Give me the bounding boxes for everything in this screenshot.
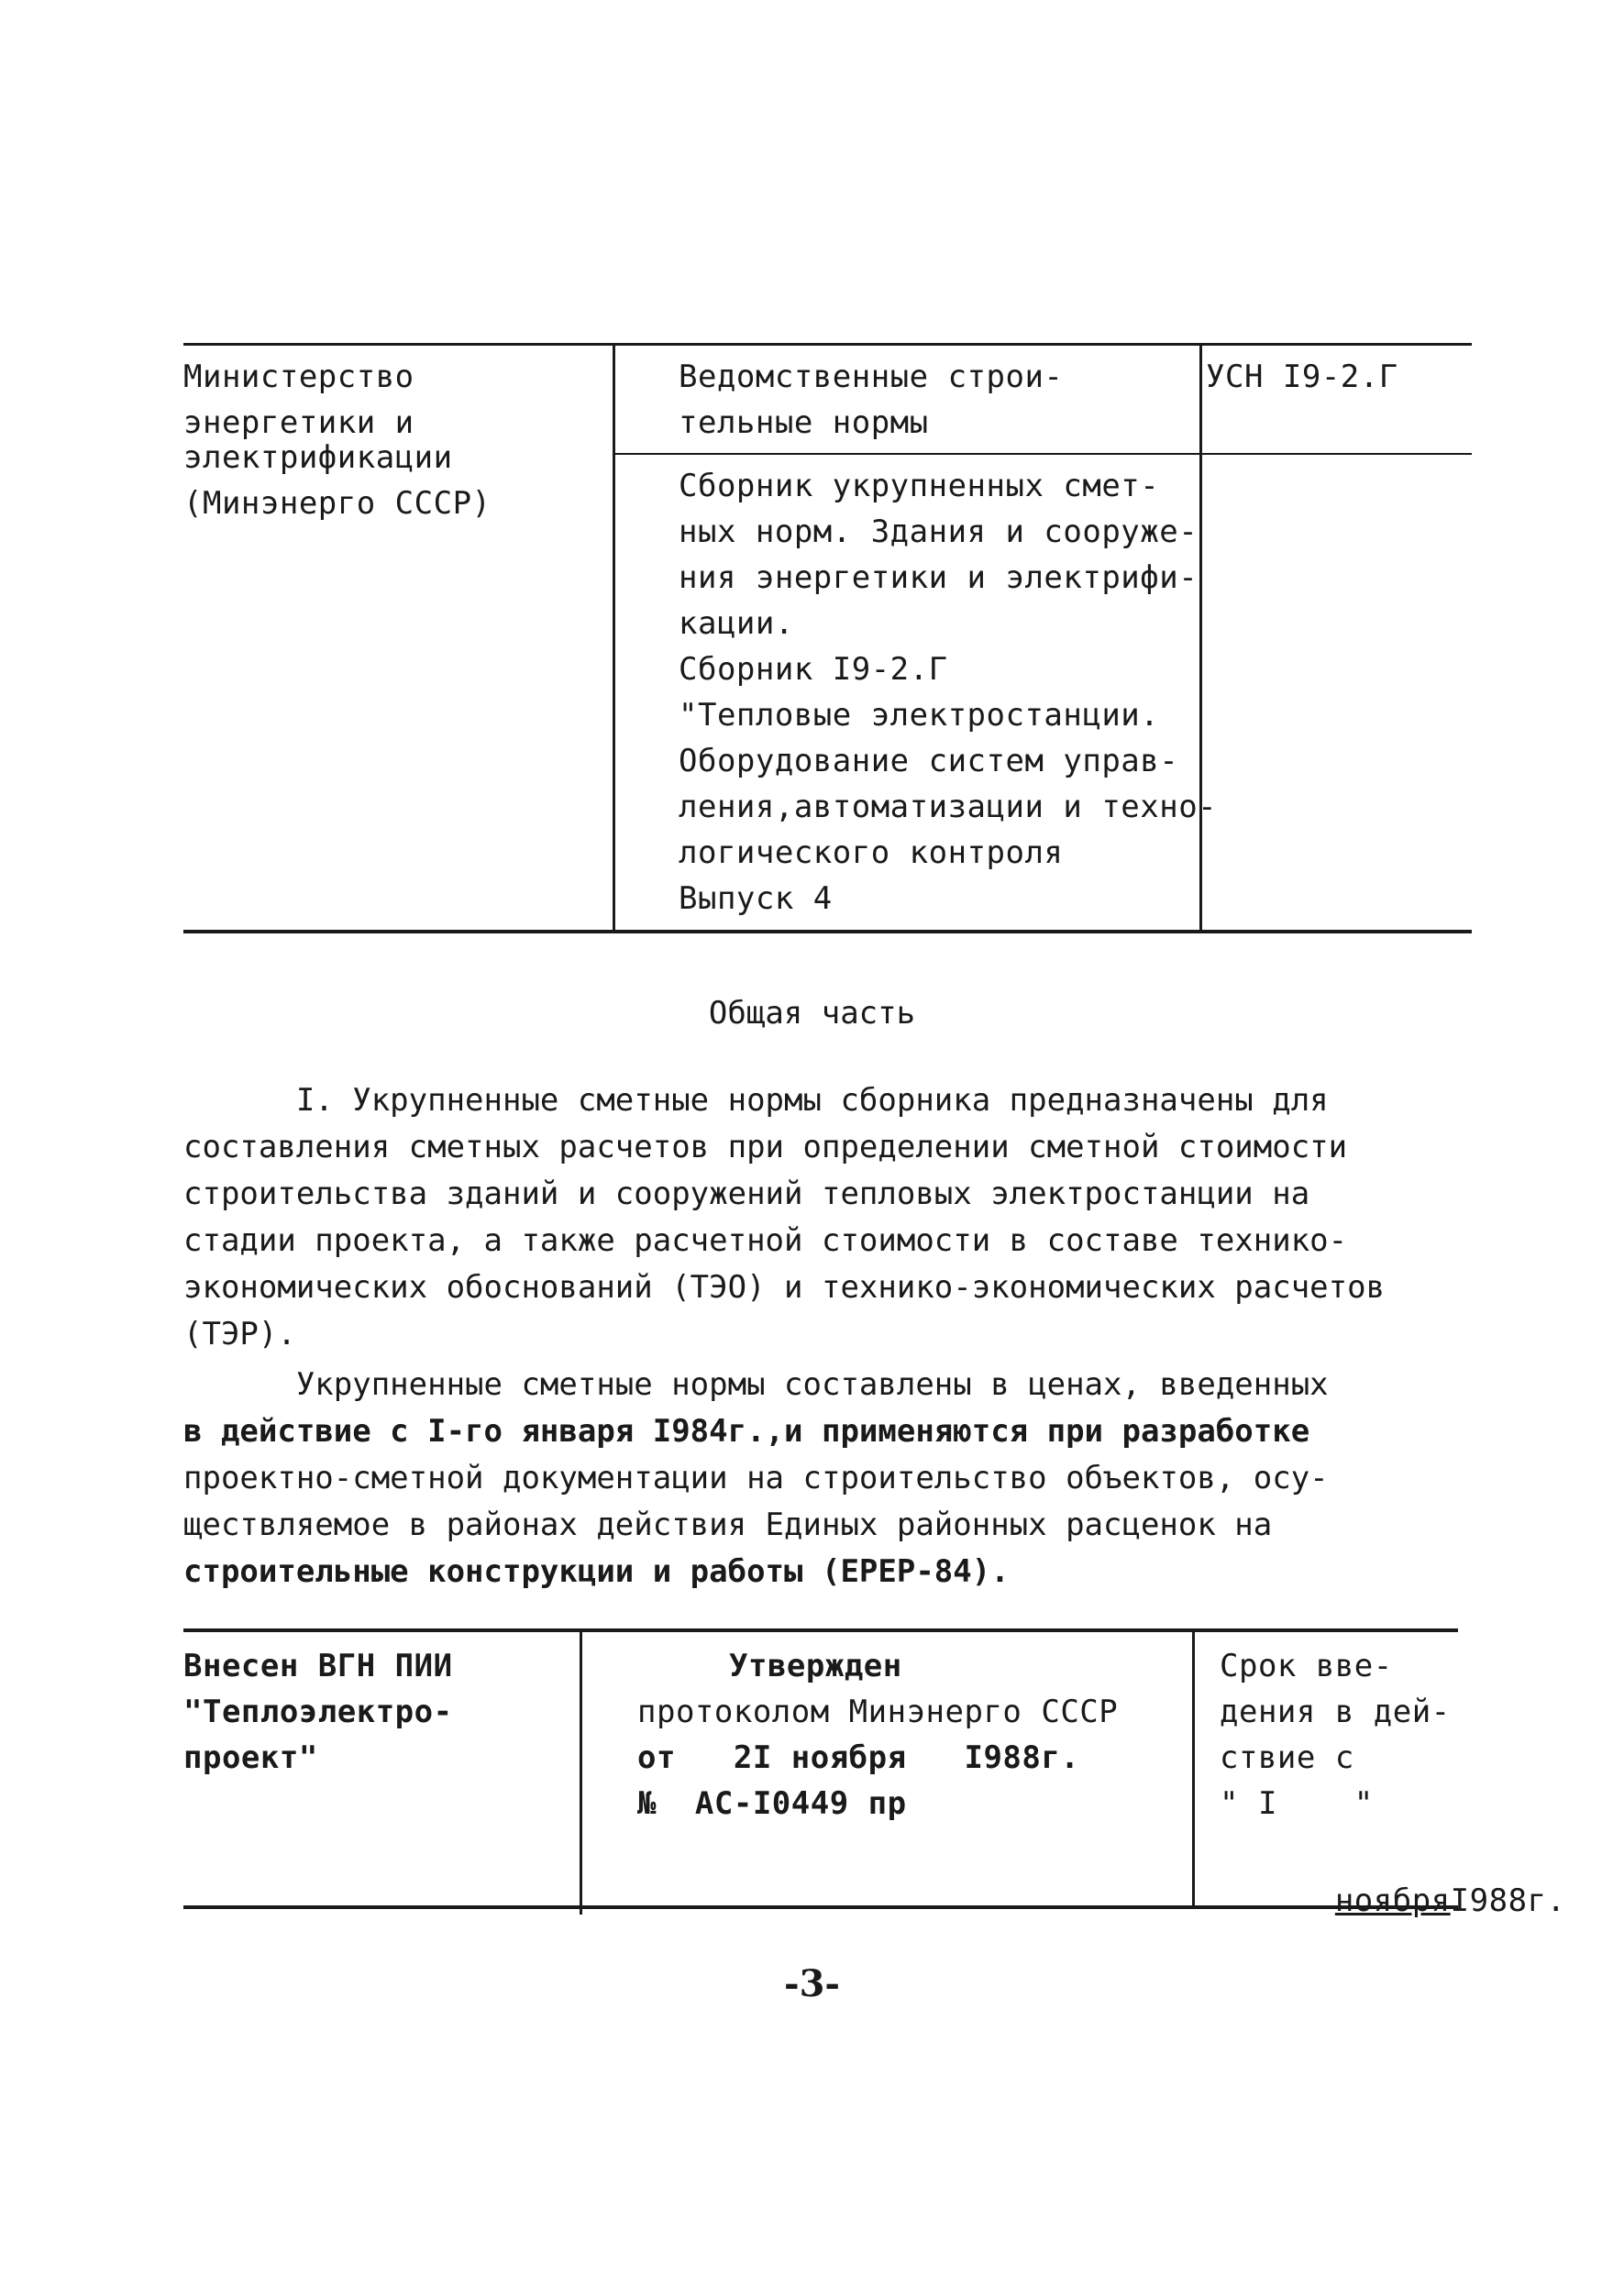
compilation-line: кации. xyxy=(679,605,794,642)
header-bottom-rule xyxy=(183,930,1472,933)
document-code: УСН I9-2.Г xyxy=(1206,359,1398,395)
compilation-line: ния энергетики и электрифи- xyxy=(679,559,1199,596)
submitted-line: "Теплоэлектро- xyxy=(183,1694,453,1730)
footer-divider-left xyxy=(580,1628,582,1915)
approved-title: Утвержден xyxy=(729,1648,902,1684)
effective-line: дения в дей- xyxy=(1220,1694,1451,1730)
paragraph-1-line: экономических обоснований (ТЭО) и технико-экономических расчетов xyxy=(183,1269,1386,1306)
paragraph-1-line: составления сметных расчетов при определении сметной стоимости xyxy=(183,1129,1348,1165)
effective-year: I988г. xyxy=(1450,1882,1566,1919)
paragraph-1-line: строительства зданий и сооружений тепловых электростанции на xyxy=(183,1176,1310,1212)
header-mid-rule xyxy=(614,453,1472,455)
norms-type-cell xyxy=(679,354,1201,446)
effective-month: ноября xyxy=(1334,1882,1451,1919)
section-title xyxy=(0,990,1624,1036)
header-top-rule xyxy=(183,343,1472,346)
paragraph-1-line: стадии проекта, а также расчетной стоимости в составе технико- xyxy=(183,1222,1348,1259)
approved-line: № АС-I0449 пр xyxy=(637,1785,907,1822)
effective-date-cell xyxy=(1220,1643,1566,1970)
submitted-by-cell xyxy=(183,1643,569,1781)
ministry-line: (Минэнерго СССР) xyxy=(183,485,492,522)
compilation-line: Выпуск 4 xyxy=(679,880,833,917)
paragraph-2-line: проектно-сметной документации на строительство объектов, осу- xyxy=(183,1460,1329,1496)
header-divider-left xyxy=(613,343,615,932)
compilation-line: ных норм. Здания и сооруже- xyxy=(679,513,1199,550)
paragraph-1-line: (ТЭР). xyxy=(183,1316,296,1352)
footer-top-rule xyxy=(183,1628,1458,1632)
ministry-cell xyxy=(183,354,605,526)
approved-line: протоколом Минэнерго СССР xyxy=(637,1694,1119,1730)
approved-by-cell xyxy=(637,1643,1197,1827)
approved-line: от 2I ноября I988г. xyxy=(637,1739,1080,1776)
compilation-line: "Тепловые электростанции. xyxy=(679,697,1160,734)
paragraph-2-line: Укрупненные сметные нормы составлены в ценах, введенных xyxy=(183,1366,1329,1403)
effective-line: " I " xyxy=(1220,1785,1374,1822)
compilation-cell xyxy=(679,463,1218,922)
page-number: -3- xyxy=(783,1962,841,2005)
compilation-line: ления,автоматизации и техно- xyxy=(679,789,1218,825)
ministry-line: энергетики и xyxy=(183,404,414,441)
ministry-line: Министерство xyxy=(183,359,414,395)
compilation-line: Оборудование систем управ- xyxy=(679,743,1179,779)
section-title-text: Общая часть xyxy=(708,995,916,1032)
submitted-line: Внесен ВГН ПИИ xyxy=(183,1648,453,1684)
body-text xyxy=(183,1077,1431,1595)
effective-line: Срок вве- xyxy=(1220,1648,1393,1684)
norms-type-line: Ведомственные строи- xyxy=(679,359,1064,395)
compilation-line: логического контроля xyxy=(679,834,1064,871)
paragraph-2-line: в действие с I-го января I984г.,и применяются при разработке xyxy=(183,1413,1310,1450)
norms-type-line: тельные нормы xyxy=(679,404,929,441)
compilation-line: Сборник укрупненных смет- xyxy=(679,468,1160,504)
paragraph-2-line: ществляемое в районах действия Единых районных расценок на xyxy=(183,1507,1273,1543)
ministry-line: электрификации xyxy=(183,439,453,476)
effective-date-line xyxy=(1220,1832,1566,1970)
paragraph-2-line: строительные конструкции и работы (ЕРЕР-84). xyxy=(183,1553,1010,1590)
paragraph-1-line: I. Укрупненные сметные нормы сборника предназначены для xyxy=(183,1082,1329,1119)
submitted-line: проект" xyxy=(183,1739,318,1776)
compilation-line: Сборник I9-2.Г xyxy=(679,651,948,688)
effective-line: ствие с xyxy=(1220,1739,1354,1776)
